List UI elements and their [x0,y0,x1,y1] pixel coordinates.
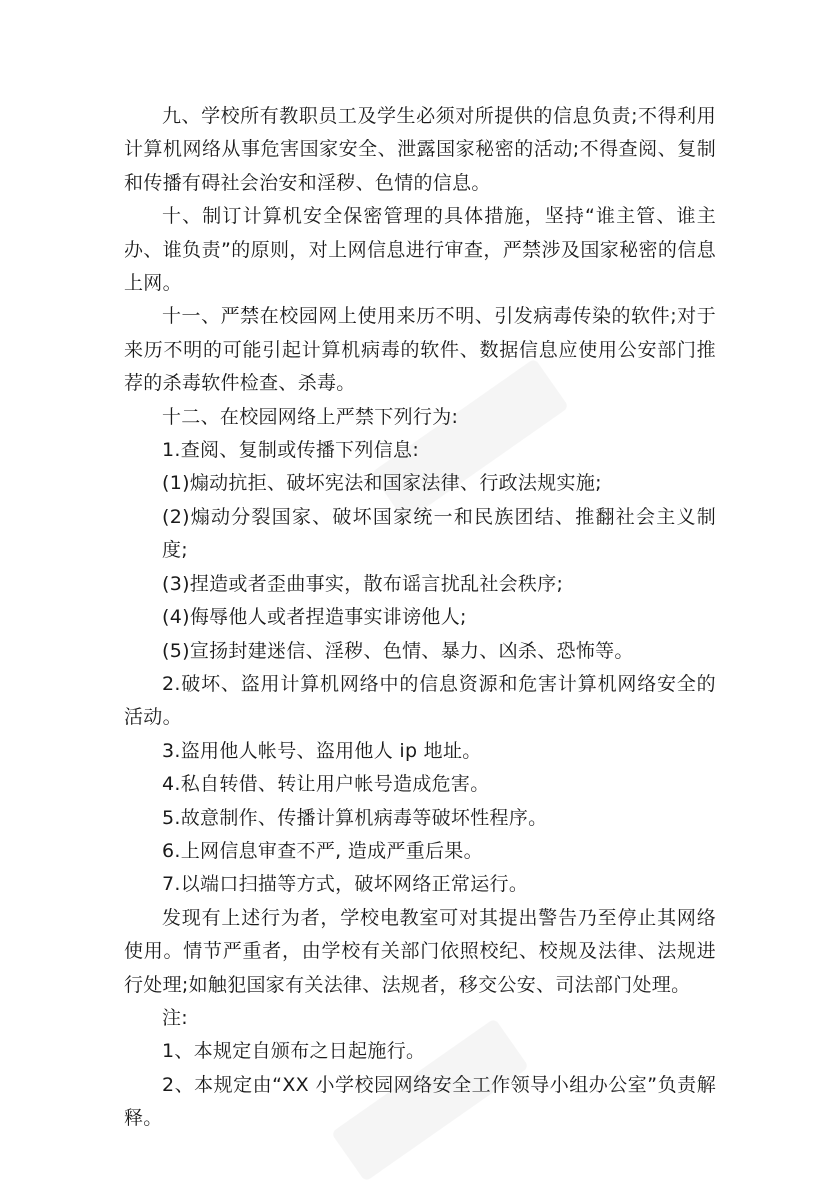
document-body [124,100,716,1136]
list-item: 3.盗用他人帐号、盗用他人 ip 地址。 [162,739,482,762]
list-item: 4.私自转借、转让用户帐号造成危害。 [162,773,490,796]
list-item: (3)捏造或者歪曲事实，散布谣言扰乱社会秩序; [162,572,564,595]
note-heading: 注: [162,1006,189,1029]
list-item: 2.破坏、盗用计算机网络中的信息资源和危害计算机网络安全的活动。 [124,672,716,729]
list-item: 7.以端口扫描等方式，破坏网络正常运行。 [162,873,529,896]
list-item: (4)侮辱他人或者捏造事实诽谤他人; [162,606,467,629]
list-item: 1.查阅、复制或传播下列信息: [162,439,420,462]
note-item: 2、本规定由“XX 小学校园网络安全工作领导小组办公室”负责解释。 [124,1073,716,1130]
paragraph-10: 十、制订计算机安全保密管理的具体措施，坚持“谁主管、谁主办、谁负责”的原则，对上网信息进行审查，严禁涉及国家秘密的信息上网。 [124,205,716,295]
list-item: (2)煽动分裂国家、破坏国家统一和民族团结、推翻社会主义制度; [162,505,716,562]
list-item: 5.故意制作、传播计算机病毒等破坏性程序。 [162,806,548,829]
list-item: 6.上网信息审查不严, 造成严重后果。 [162,839,483,862]
list-item: (1)煽动抗拒、破坏宪法和国家法律、行政法规实施; [162,472,602,495]
paragraph-11: 十一、严禁在校园网上使用来历不明、引发病毒传染的软件;对于来历不明的可能引起计算机病毒的软件、数据信息应使用公安部门推荐的杀毒软件检查、杀毒。 [124,305,716,395]
paragraph-consequence: 发现有上述行为者，学校电教室可对其提出警告乃至停止其网络使用。情节严重者，由学校有关部门依照校纪、校规及法律、法规进行处理;如触犯国家有关法律、法规者，移交公安、司法部门处理。 [124,906,716,996]
note-item: 1、本规定自颁布之日起施行。 [162,1040,426,1063]
list-item: (5)宣扬封建迷信、淫秽、色情、暴力、凶杀、恐怖等。 [162,639,634,662]
paragraph-12: 十二、在校园网络上严禁下列行为: [162,405,459,428]
paragraph-9: 九、学校所有教职员工及学生必须对所提供的信息负责;不得利用计算机网络从事危害国家安全、泄露国家秘密的活动;不得查阅、复制和传播有碍社会治安和淫秽、色情的信息。 [124,105,716,194]
